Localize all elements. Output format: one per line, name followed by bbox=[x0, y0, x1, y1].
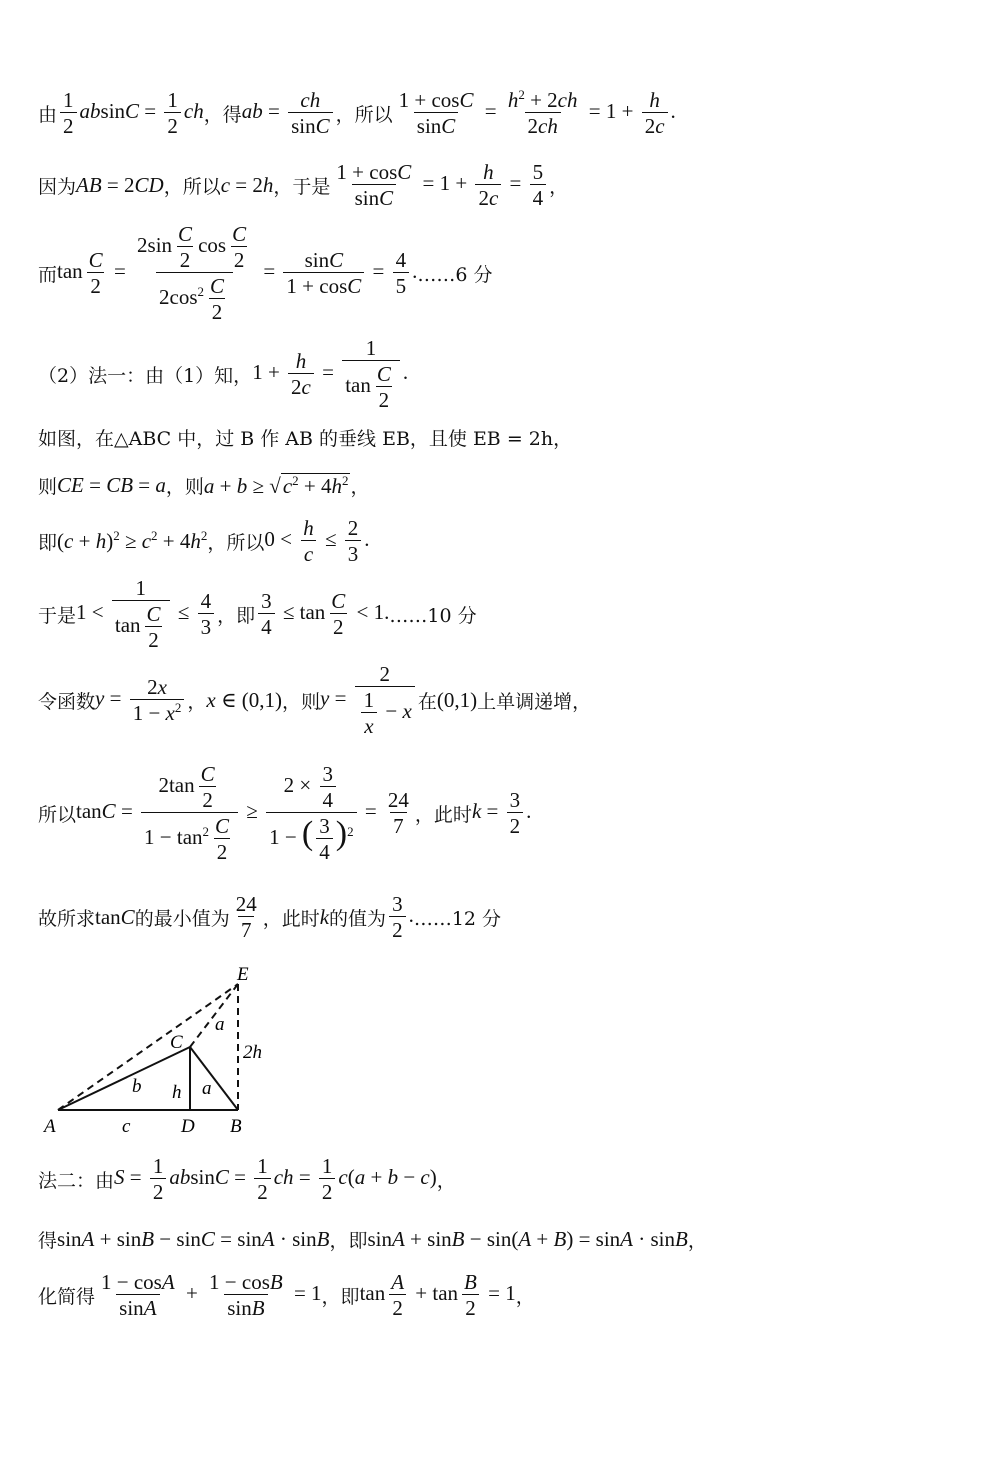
text: 法二：由 bbox=[38, 1169, 115, 1192]
formula: 0 < $\frac{h}{c}$ ≤ $\frac{2}{3}$ . bbox=[264, 516, 370, 567]
text: ， bbox=[515, 1285, 535, 1308]
label-c: C bbox=[170, 1032, 183, 1053]
formula: $\frac{3}{2}$ . bbox=[386, 892, 414, 942]
formula: $\frac{3}{4}$ ≤ tan $\frac{C}{2}$ < 1. bbox=[255, 589, 389, 639]
text: ，即 bbox=[217, 604, 256, 627]
line-14 bbox=[38, 1270, 535, 1320]
text: ，所以 bbox=[163, 175, 221, 198]
triangle-figure bbox=[40, 960, 290, 1145]
formula: tan $\frac{C}{2}$ = 2sin $\frac{C}{2}$ cos $\frac{C}{2}$ $2\cos^2$ $\frac{C}{2}$ = $\frac{\sin C}{1 + \cos C}$ = $\frac{4}{5}$ . bbox=[57, 222, 418, 325]
line-10 bbox=[38, 762, 531, 865]
label-c-side: c bbox=[122, 1116, 131, 1137]
text: 则 bbox=[38, 476, 58, 498]
text: ， bbox=[436, 1169, 456, 1192]
text: ， bbox=[350, 476, 370, 498]
text: ， bbox=[187, 690, 207, 713]
line-4 bbox=[38, 336, 408, 412]
line-2 bbox=[38, 160, 568, 210]
text: 上单调递增， bbox=[477, 690, 592, 713]
text: ，则 bbox=[165, 476, 204, 498]
text: ，所以 bbox=[335, 103, 393, 126]
label-b-vertex: B bbox=[230, 1116, 242, 1137]
text: 化简得 bbox=[38, 1285, 96, 1308]
label-a-ce: a bbox=[215, 1014, 225, 1035]
formula: $\frac{1 + \cos C}{\sin C}$ = $\frac{h^2 + 2ch}{2ch}$ = 1 + $\frac{h}{2c}$ . bbox=[398, 87, 676, 139]
formula: $\frac{24}{7}$ bbox=[235, 892, 257, 943]
text: 在 bbox=[417, 690, 437, 713]
formula: $\frac{1 + \cos C}{\sin C}$ = 1 + $\frac{h}{2c}$ = $\frac{5}{4}$ bbox=[330, 160, 549, 210]
text: 即 bbox=[38, 531, 58, 554]
text: （2）法一：由（1）知， bbox=[38, 364, 253, 387]
text: ，此时 bbox=[262, 907, 320, 930]
formula: y = 2 $\frac{1}{x}$ − x bbox=[320, 662, 418, 738]
score-note: ……12 分 bbox=[413, 907, 502, 930]
formula: CE = CB = a bbox=[57, 473, 166, 497]
formula: x ∈ (0,1) bbox=[206, 687, 282, 712]
text: 的最小值为 bbox=[134, 907, 230, 930]
side-cb bbox=[190, 1047, 238, 1110]
text: 的值为 bbox=[329, 907, 387, 930]
formula: $\frac{1 - \cos A}{\sin A}$ + $\frac{1 - \cos B}{\sin B}$ = 1 bbox=[101, 1270, 322, 1321]
formula: tanC bbox=[95, 904, 135, 929]
label-e: E bbox=[237, 964, 249, 985]
formula: sinA + sinB − sinC = sinA · sinB bbox=[57, 1227, 330, 1251]
formula: $\frac{1}{2}$ absinC = $\frac{1}{2}$ ch bbox=[57, 88, 204, 138]
formula: k = $\frac{3}{2}$ . bbox=[471, 788, 532, 839]
line-6 bbox=[38, 472, 370, 499]
label-a-vertex: A bbox=[44, 1116, 56, 1137]
formula: k bbox=[319, 904, 330, 929]
line-9 bbox=[38, 662, 591, 738]
label-h: h bbox=[172, 1082, 182, 1103]
line-1 bbox=[38, 88, 676, 138]
text: 所以 bbox=[38, 803, 77, 826]
text: 如图，在△ABC 中，过 B 作 AB 的垂线 EB，且使 EB = 2h， bbox=[38, 428, 573, 450]
text: ，得 bbox=[203, 103, 242, 126]
label-d: D bbox=[181, 1116, 195, 1137]
formula: AB = 2CD bbox=[76, 172, 164, 197]
label-a-cb: a bbox=[202, 1078, 212, 1099]
formula: 1 + $\frac{h}{2c}$ = 1 tan $\frac{C}{2}$ . bbox=[252, 336, 409, 413]
line-3 bbox=[38, 222, 493, 325]
line-8 bbox=[38, 576, 477, 652]
text: 因为 bbox=[38, 175, 77, 198]
line-13 bbox=[38, 1226, 707, 1253]
text: 故所求 bbox=[38, 907, 96, 930]
line-12 bbox=[38, 1154, 456, 1204]
formula: tanC = 2tan $\frac{C}{2}$ $1 - \tan^2$ $\frac{C}{2}$ ≥ 2 × $\frac{3}{4}$ 1 − ( $\frac{3}{4}$ )$^2$ = $\frac{24}{7}$ bbox=[76, 762, 409, 865]
formula: S = $\frac{1}{2}$ absinC = $\frac{1}{2}$ ch = $\frac{1}{2}$ c(a + b − c) bbox=[114, 1154, 437, 1205]
text: ， bbox=[687, 1230, 707, 1252]
label-2h: 2h bbox=[243, 1042, 262, 1063]
formula: tan $\frac{A}{2}$ + tan $\frac{B}{2}$ = 1 bbox=[359, 1270, 516, 1321]
line-11 bbox=[38, 892, 501, 942]
text: ，即 bbox=[329, 1230, 368, 1252]
formula: $(c + h)^2 \ge c^2 + 4h^2$ bbox=[57, 528, 208, 554]
formula: (0,1) bbox=[436, 687, 478, 712]
dashed-ce bbox=[190, 984, 238, 1047]
formula: sinA + sinB − sin(A + B) = sinA · sinB bbox=[367, 1227, 688, 1251]
formula: y = $\frac{2x}{1 - x^2}$ bbox=[95, 675, 187, 725]
text: 令函数 bbox=[38, 690, 96, 713]
text: ，所以 bbox=[207, 531, 265, 554]
label-b-side: b bbox=[132, 1076, 142, 1097]
side-ac bbox=[58, 1047, 190, 1110]
text: ，即 bbox=[321, 1285, 360, 1308]
text: 于是 bbox=[38, 604, 77, 627]
formula: c = 2h bbox=[220, 172, 274, 197]
formula: ab = $\frac{ch}{\sin C}$ bbox=[242, 88, 336, 138]
text: 得 bbox=[38, 1230, 58, 1252]
text: ， bbox=[549, 175, 569, 198]
formula: $a + b \ge √c^2 + 4h^2$ bbox=[203, 472, 349, 498]
text: 而 bbox=[38, 263, 58, 286]
text: ，于是 bbox=[273, 175, 331, 198]
text: ，此时 bbox=[414, 803, 472, 826]
formula: 1 < 1 tan $\frac{C}{2}$ ≤ $\frac{4}{3}$ bbox=[76, 576, 217, 652]
line-5 bbox=[38, 424, 572, 451]
score-note: ……6 分 bbox=[417, 263, 493, 286]
text: 由 bbox=[38, 103, 58, 126]
text: ，则 bbox=[281, 690, 320, 713]
line-7 bbox=[38, 516, 370, 566]
score-note: ……10 分 bbox=[389, 604, 477, 627]
